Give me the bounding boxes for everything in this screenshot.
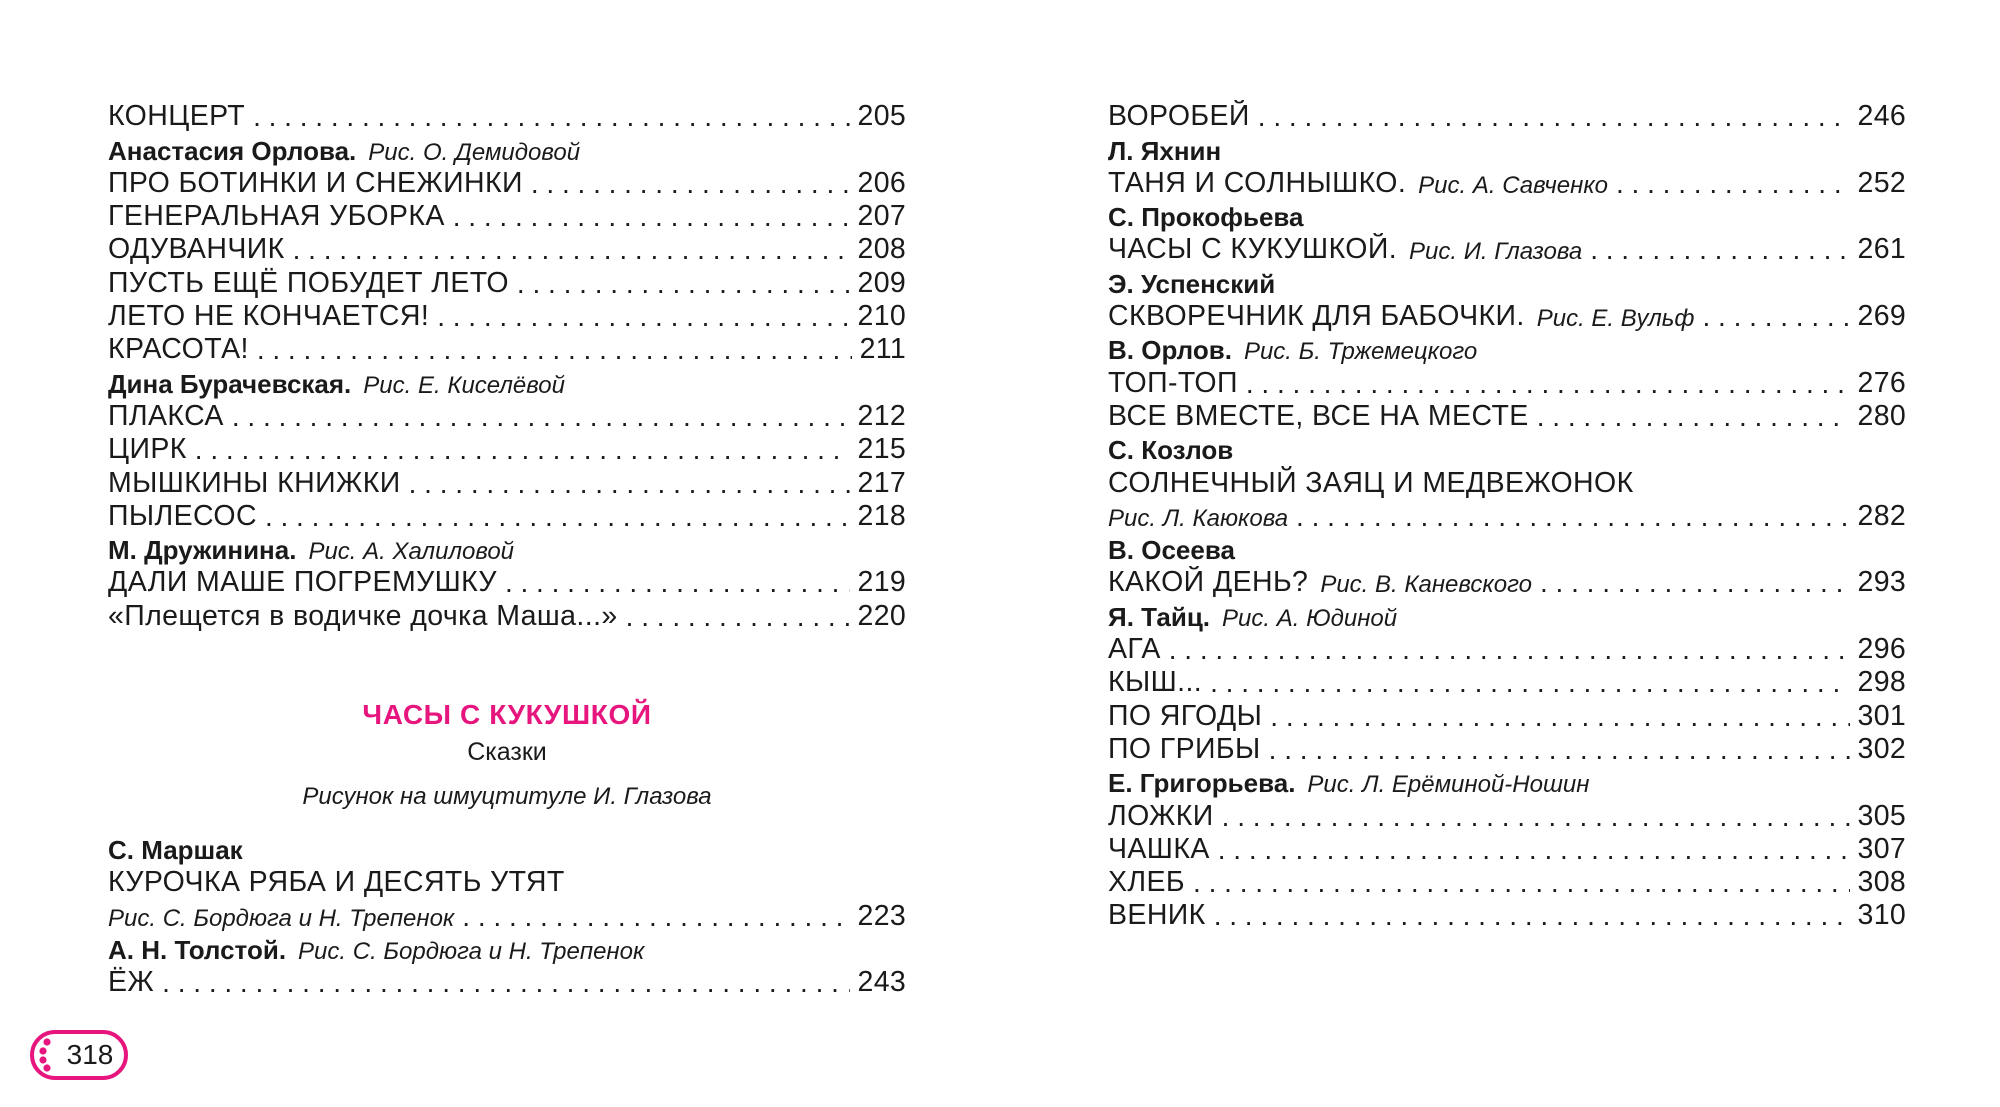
toc-author-line: [108, 833, 906, 866]
page-ref: 219: [857, 566, 906, 599]
dot-leader: [1222, 801, 1850, 833]
toc-entry: [1108, 500, 1906, 533]
page-ref: 269: [1857, 300, 1906, 333]
dot-leader: [265, 501, 850, 533]
toc-entry: [1108, 666, 1906, 699]
page-ref: 243: [857, 966, 906, 999]
page-number-badge: [30, 1030, 128, 1080]
toc-list-bottom: [108, 833, 906, 999]
entry-title: ПО ГРИБЫ: [1108, 732, 1261, 765]
page-ref: 282: [1857, 499, 1906, 532]
toc-author-line: [1108, 266, 1906, 299]
entry-title: ВСЕ ВМЕСТЕ, ВСЕ НА МЕСТЕ: [1108, 399, 1529, 432]
author-name: А. Н. Толстой.: [108, 934, 287, 965]
page-ref: 212: [857, 399, 906, 432]
page-ref: 276: [1857, 366, 1906, 399]
toc-entry: [1108, 300, 1906, 333]
page-ref: 307: [1857, 832, 1906, 865]
toc-author-line: [1108, 533, 1906, 566]
toc-entry: [108, 599, 906, 632]
dot-leader: [195, 434, 850, 466]
entry-title: ЛЕТО НЕ КОНЧАЕТСЯ!: [108, 300, 430, 333]
page-ref: 210: [857, 300, 906, 333]
dot-leader: [293, 234, 850, 266]
toc-author-line: [1108, 766, 1906, 799]
toc-entry: [108, 566, 906, 599]
illustrator-credit: Рис. Б. Тржемецкого: [1243, 338, 1478, 366]
dot-leader: [409, 468, 850, 500]
entry-title: ПЛАКСА: [108, 399, 224, 432]
page-ref: 261: [1857, 233, 1906, 266]
entry-title: КАКОЙ ДЕНЬ?: [1108, 566, 1309, 599]
page-ref: 205: [857, 100, 906, 133]
dot-leader: [1193, 867, 1850, 899]
section-title: ЧАСЫ С КУКУШКОЙ: [362, 698, 652, 730]
dot-leader: [1537, 401, 1850, 433]
illustrator-credit: Рис. С. Бордюга и Н. Трепенок: [298, 937, 645, 965]
illustrator-credit: Рис. Е. Вульф: [1536, 305, 1695, 333]
toc-entry: [108, 866, 906, 899]
toc-entry: [1108, 566, 1906, 599]
toc-author-line: [108, 133, 906, 166]
toc-entry: [108, 100, 906, 133]
toc-entry: [1108, 733, 1906, 766]
illustrator-credit: Рис. В. Каневского: [1320, 571, 1532, 599]
illustrator-credit: Рис. Е. Киселёвой: [363, 371, 565, 399]
dot-leader: [1616, 168, 1850, 200]
dot-leader: [517, 268, 850, 300]
toc-entry: [108, 300, 906, 333]
author-name: С. Прокофьева: [1108, 202, 1304, 233]
dot-leader: [253, 101, 849, 133]
page-ref: 301: [1857, 699, 1906, 732]
dot-leader: [1214, 900, 1850, 932]
page-ref: 293: [1857, 566, 1906, 599]
toc-entry: [108, 233, 906, 266]
author-name: С. Козлов: [1108, 435, 1234, 466]
page-number: 318: [66, 1039, 114, 1070]
dot-leader: [1269, 734, 1850, 766]
toc-entry: [108, 167, 906, 200]
entry-title: КУРОЧКА РЯБА И ДЕСЯТЬ УТЯТ: [108, 866, 565, 899]
illustrator-credit: Рис. А. Савченко: [1418, 171, 1608, 199]
page-ref: 252: [1857, 166, 1906, 199]
dot-leader: [1258, 101, 1850, 133]
toc-author-line: [1108, 433, 1906, 466]
page-ref: 220: [857, 599, 906, 632]
entry-title: ЁЖ: [108, 966, 155, 999]
author-name: Анастасия Орлова.: [108, 135, 357, 166]
illustrator-credit: Рис. А. Халиловой: [308, 538, 515, 566]
illustrator-credit: Рис. С. Бордюга и Н. Трепенок: [108, 904, 455, 932]
entry-title: КОНЦЕРТ: [108, 100, 246, 133]
page-ref: 209: [857, 266, 906, 299]
dot-leader: [1270, 701, 1849, 733]
toc-author-line: [108, 366, 906, 399]
entry-title: ЦИРК: [108, 433, 187, 466]
dot-leader: [1169, 634, 1850, 666]
entry-title: ПУСТЬ ЕЩЁ ПОБУДЕТ ЛЕТО: [108, 266, 509, 299]
page-ref: 211: [859, 333, 906, 366]
toc-author-line: [108, 933, 906, 966]
entry-title: ОДУВАНЧИК: [108, 233, 285, 266]
toc-entry: [1108, 466, 1906, 499]
toc-entry: [1108, 799, 1906, 832]
entry-title: ТОП-ТОП: [1108, 366, 1238, 399]
toc-list-top: [108, 100, 906, 633]
dot-leader: [437, 301, 849, 333]
toc-list-right: [1108, 100, 1906, 932]
entry-title: СКВОРЕЧНИК ДЛЯ БАБОЧКИ.: [1108, 300, 1525, 333]
toc-entry: [108, 200, 906, 233]
page-ref: 302: [1857, 732, 1906, 765]
dot-leader: [1702, 301, 1849, 333]
entry-title: «Плещется в водичке дочка Маша...»: [108, 599, 618, 632]
entry-title: ЛОЖКИ: [1108, 799, 1214, 832]
entry-title: ПЫЛЕСОС: [108, 499, 257, 532]
toc-entry: [1108, 833, 1906, 866]
toc-entry: [108, 433, 906, 466]
dot-leader: [626, 601, 850, 633]
dot-leader: [453, 201, 850, 233]
illustrator-credit: Рис. О. Демидовой: [368, 138, 581, 166]
entry-title: ЧАСЫ С КУКУШКОЙ.: [1108, 233, 1398, 266]
page-ref: 223: [857, 899, 906, 932]
toc-entry: [108, 400, 906, 433]
entry-title: АГА: [1108, 633, 1161, 666]
entry-title: ГЕНЕРАЛЬНАЯ УБОРКА: [108, 200, 445, 233]
toc-entry: [108, 266, 906, 299]
entry-title: ТАНЯ И СОЛНЫШКО.: [1108, 166, 1407, 199]
author-name: Дина Бурачевская.: [108, 368, 352, 399]
entry-title: КРАСОТА!: [108, 333, 249, 366]
page-ref: 246: [1857, 100, 1906, 133]
dot-leader: [1210, 667, 1849, 699]
dot-leader: [257, 334, 852, 366]
entry-title: ВОРОБЕЙ: [1108, 100, 1250, 133]
entry-title: ПРО БОТИНКИ И СНЕЖИНКИ: [108, 166, 523, 199]
page-ref: 310: [1857, 899, 1906, 932]
page-ref: 217: [857, 466, 906, 499]
page-ref: 207: [857, 200, 906, 233]
illustrator-credit: Рис. А. Юдиной: [1222, 604, 1398, 632]
toc-entry: [1108, 866, 1906, 899]
toc-entry: [1108, 400, 1906, 433]
toc-author-line: [108, 533, 906, 566]
dot-leader: [1296, 501, 1850, 533]
author-name: М. Дружинина.: [108, 535, 297, 566]
toc-entry: [1108, 633, 1906, 666]
dot-leader: [232, 401, 850, 433]
toc-entry: [1108, 899, 1906, 932]
illustrator-credit: Рис. Л. Ерёминой-Ношин: [1307, 771, 1590, 799]
dot-leader: [531, 168, 850, 200]
entry-title: МЫШКИНЫ КНИЖКИ: [108, 466, 401, 499]
page-ref: 208: [857, 233, 906, 266]
dot-leader: [162, 967, 849, 999]
toc-left-column: [108, 100, 906, 999]
toc-entry: [108, 899, 906, 932]
toc-entry: [1108, 233, 1906, 266]
toc-entry: [108, 966, 906, 999]
toc-author-line: [1108, 599, 1906, 632]
toc-author-line: [1108, 200, 1906, 233]
illustrator-credit: Рис. Л. Каюкова: [1108, 504, 1289, 532]
dot-leader: [1218, 834, 1850, 866]
page-ref: 296: [1857, 633, 1906, 666]
dot-leader: [1590, 234, 1849, 266]
dot-leader: [462, 901, 849, 933]
entry-title: КЫШ...: [1108, 666, 1203, 699]
toc-entry: [1108, 366, 1906, 399]
author-name: Л. Яхнин: [1108, 135, 1222, 166]
section-credit: Рисунок на шмуцтитуле И. Глазова: [302, 782, 712, 810]
entry-title: ВЕНИК: [1108, 899, 1206, 932]
page-ref: 218: [857, 499, 906, 532]
toc-entry: [1108, 699, 1906, 732]
toc-entry: [1108, 167, 1906, 200]
section-heading: [108, 695, 906, 811]
toc-entry: [108, 500, 906, 533]
author-name: Э. Успенский: [1108, 268, 1276, 299]
entry-title: ПО ЯГОДЫ: [1108, 699, 1263, 732]
author-name: Я. Тайц.: [1108, 601, 1211, 632]
toc-author-line: [1108, 333, 1906, 366]
toc-entry: [1108, 100, 1906, 133]
toc-right-column: [1108, 100, 1906, 932]
author-name: С. Маршак: [108, 835, 243, 866]
entry-title: СОЛНЕЧНЫЙ ЗАЯЦ И МЕДВЕЖОНОК: [1108, 466, 1634, 499]
illustrator-credit: Рис. И. Глазова: [1409, 238, 1583, 266]
author-name: В. Осеева: [1108, 535, 1235, 566]
dot-leader: [505, 567, 850, 599]
entry-title: ЧАШКА: [1108, 832, 1210, 865]
dot-leader: [1246, 368, 1850, 400]
page-ref: 305: [1857, 799, 1906, 832]
page-ref: 280: [1857, 399, 1906, 432]
page-ref: 206: [857, 166, 906, 199]
page-ref: 215: [857, 433, 906, 466]
author-name: В. Орлов.: [1108, 335, 1232, 366]
section-subtitle: Сказки: [467, 737, 547, 766]
author-name: Е. Григорьева.: [1108, 768, 1296, 799]
page-ref: 308: [1857, 866, 1906, 899]
toc-author-line: [1108, 133, 1906, 166]
toc-entry: [108, 333, 906, 366]
entry-title: ДАЛИ МАШЕ ПОГРЕМУШКУ: [108, 566, 497, 599]
page-ref: 298: [1857, 666, 1906, 699]
dot-leader: [1540, 567, 1850, 599]
entry-title: ХЛЕБ: [1108, 866, 1186, 899]
toc-entry: [108, 466, 906, 499]
